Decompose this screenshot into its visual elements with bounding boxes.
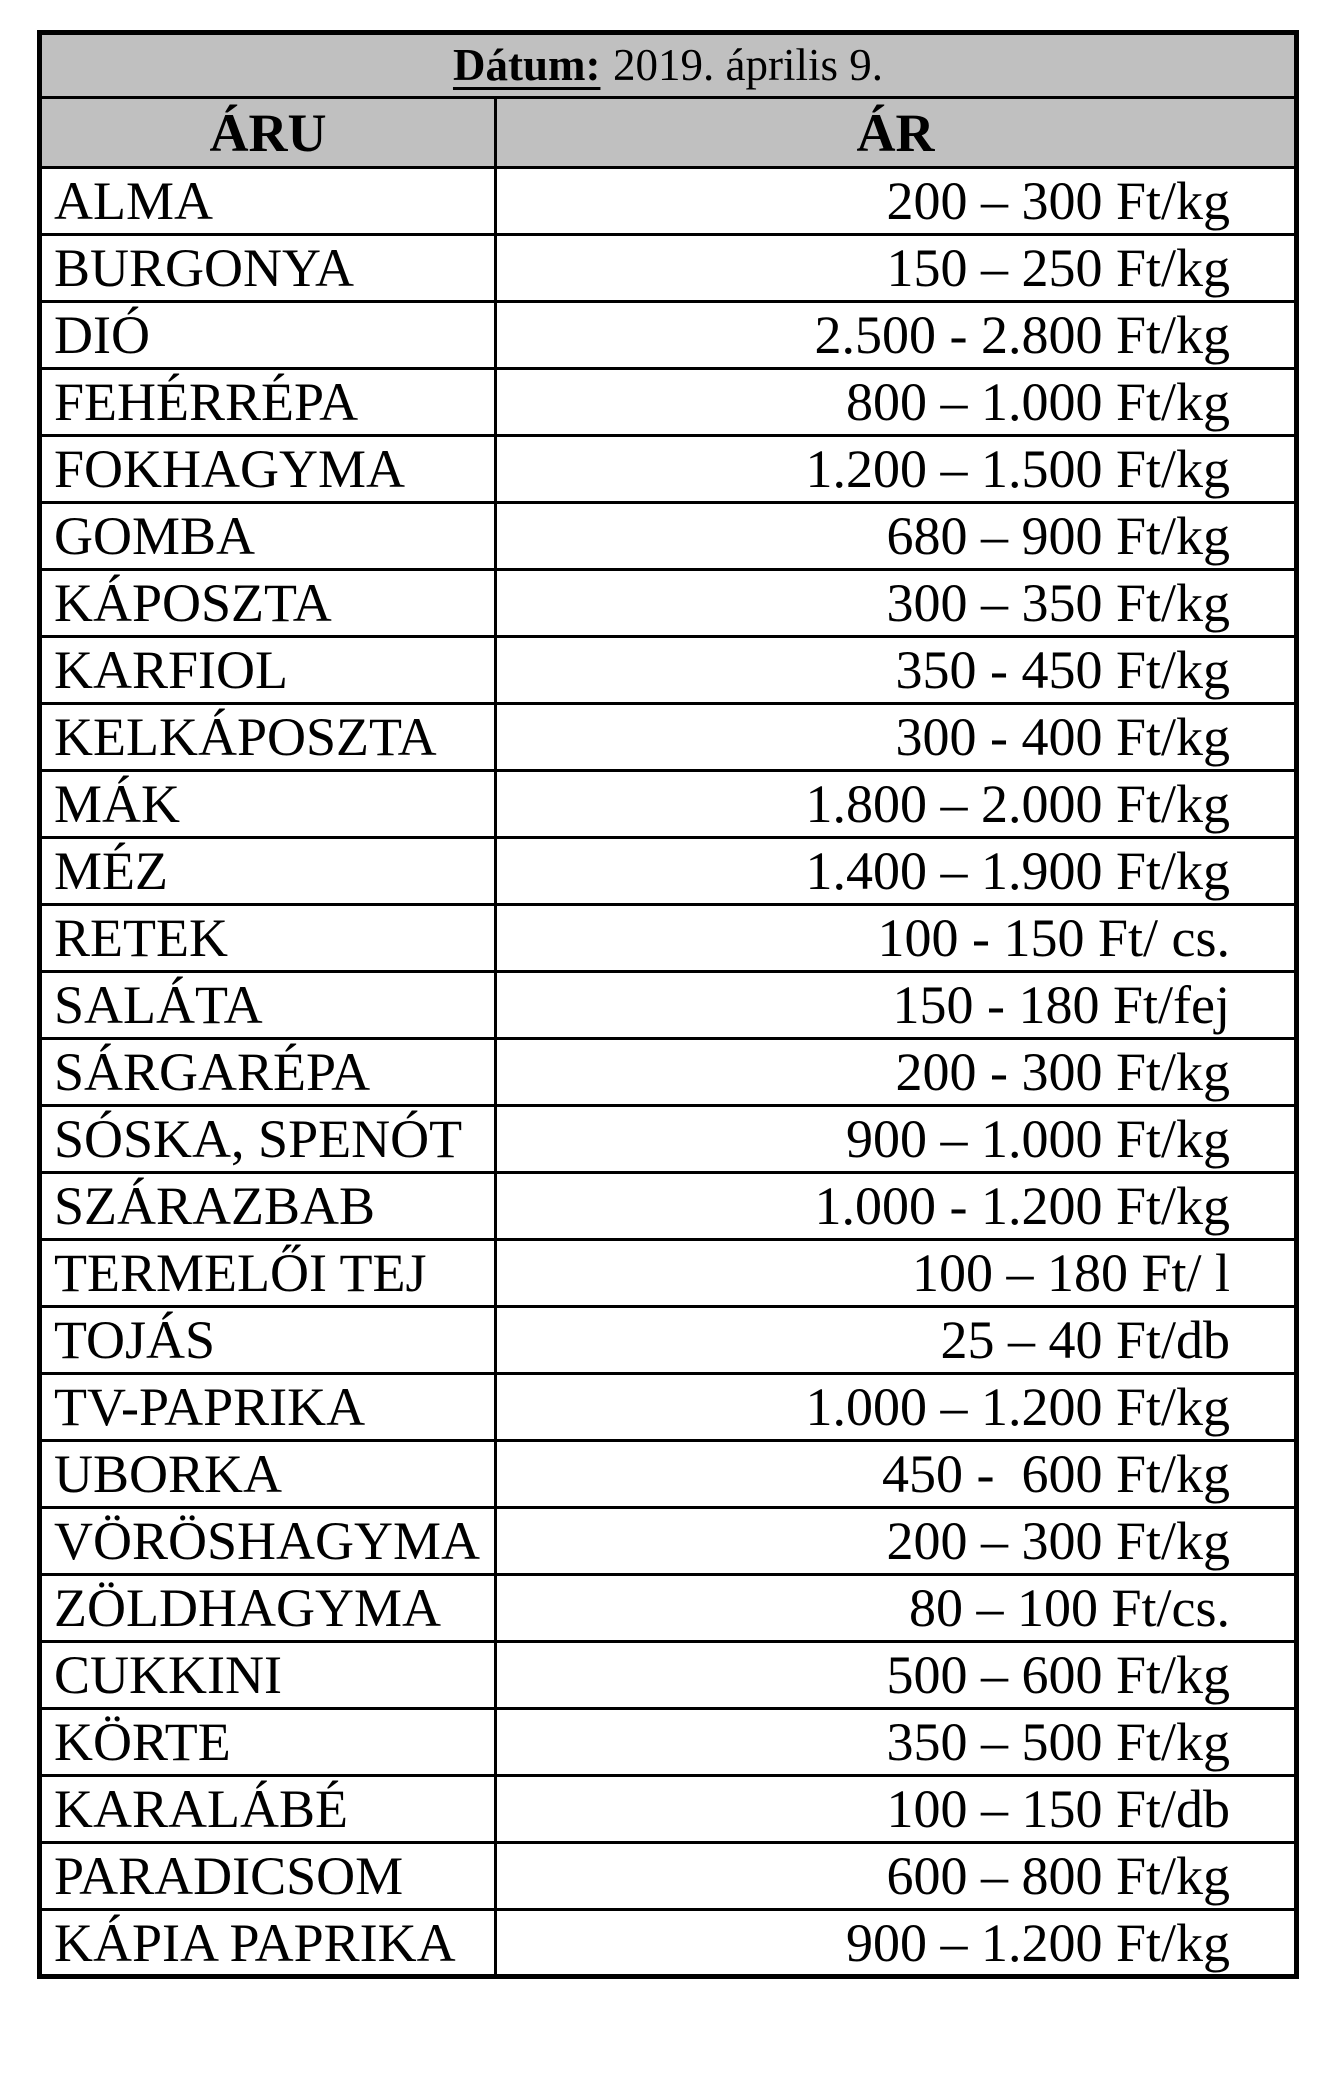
price-cell: 200 – 300 Ft/kg xyxy=(496,168,1297,235)
price-cell: 80 – 100 Ft/cs. xyxy=(496,1575,1297,1642)
table-row xyxy=(40,771,1297,838)
table-row xyxy=(40,1709,1297,1776)
price-cell: 200 – 300 Ft/kg xyxy=(496,1508,1297,1575)
table-row xyxy=(40,1106,1297,1173)
item-cell: SZÁRAZBAB xyxy=(40,1173,496,1240)
price-cell: 300 – 350 Ft/kg xyxy=(496,570,1297,637)
item-cell: TV-PAPRIKA xyxy=(40,1374,496,1441)
table-row xyxy=(40,503,1297,570)
table-row xyxy=(40,1508,1297,1575)
table-row xyxy=(40,168,1297,235)
date-label: Dátum: xyxy=(452,40,601,90)
date-header-cell xyxy=(40,33,1297,98)
date-row xyxy=(40,33,1297,98)
item-cell: VÖRÖSHAGYMA xyxy=(40,1508,496,1575)
price-table xyxy=(37,30,1299,1979)
table-row xyxy=(40,704,1297,771)
table-row xyxy=(40,1374,1297,1441)
item-cell: MÉZ xyxy=(40,838,496,905)
item-cell: ZÖLDHAGYMA xyxy=(40,1575,496,1642)
table-row xyxy=(40,570,1297,637)
table-row xyxy=(40,1307,1297,1374)
price-cell: 1.400 – 1.900 Ft/kg xyxy=(496,838,1297,905)
table-row xyxy=(40,369,1297,436)
price-cell: 600 – 800 Ft/kg xyxy=(496,1843,1297,1910)
item-cell: FEHÉRRÉPA xyxy=(40,369,496,436)
item-cell: UBORKA xyxy=(40,1441,496,1508)
price-cell: 300 - 400 Ft/kg xyxy=(496,704,1297,771)
price-cell: 800 – 1.000 Ft/kg xyxy=(496,369,1297,436)
item-cell: SÓSKA, SPENÓT xyxy=(40,1106,496,1173)
price-cell: 200 - 300 Ft/kg xyxy=(496,1039,1297,1106)
col-header-item: ÁRU xyxy=(40,98,496,168)
item-cell: SÁRGARÉPA xyxy=(40,1039,496,1106)
table-body xyxy=(40,168,1297,1977)
price-cell: 900 – 1.000 Ft/kg xyxy=(496,1106,1297,1173)
table-row xyxy=(40,235,1297,302)
price-cell: 1.000 - 1.200 Ft/kg xyxy=(496,1173,1297,1240)
item-cell: SALÁTA xyxy=(40,972,496,1039)
table-row xyxy=(40,972,1297,1039)
item-cell: BURGONYA xyxy=(40,235,496,302)
item-cell: RETEK xyxy=(40,905,496,972)
price-cell: 450 - 600 Ft/kg xyxy=(496,1441,1297,1508)
item-cell: KÁPIA PAPRIKA xyxy=(40,1910,496,1977)
item-cell: PARADICSOM xyxy=(40,1843,496,1910)
item-cell: KÁPOSZTA xyxy=(40,570,496,637)
table-row xyxy=(40,905,1297,972)
col-header-price: ÁR xyxy=(496,98,1297,168)
table-row xyxy=(40,838,1297,905)
table-row xyxy=(40,302,1297,369)
price-cell: 25 – 40 Ft/db xyxy=(496,1307,1297,1374)
table-row xyxy=(40,1039,1297,1106)
price-cell: 900 – 1.200 Ft/kg xyxy=(496,1910,1297,1977)
table-row xyxy=(40,1575,1297,1642)
item-cell: KARFIOL xyxy=(40,637,496,704)
item-cell: ALMA xyxy=(40,168,496,235)
price-cell: 350 – 500 Ft/kg xyxy=(496,1709,1297,1776)
item-cell: MÁK xyxy=(40,771,496,838)
price-cell: 350 - 450 Ft/kg xyxy=(496,637,1297,704)
price-cell: 1.200 – 1.500 Ft/kg xyxy=(496,436,1297,503)
price-cell: 1.000 – 1.200 Ft/kg xyxy=(496,1374,1297,1441)
price-cell: 100 - 150 Ft/ cs. xyxy=(496,905,1297,972)
price-cell: 2.500 - 2.800 Ft/kg xyxy=(496,302,1297,369)
price-cell: 1.800 – 2.000 Ft/kg xyxy=(496,771,1297,838)
item-cell: KELKÁPOSZTA xyxy=(40,704,496,771)
price-cell: 150 - 180 Ft/fej xyxy=(496,972,1297,1039)
table-row xyxy=(40,1441,1297,1508)
date-value: 2019. április 9. xyxy=(613,40,884,90)
price-cell: 100 – 150 Ft/db xyxy=(496,1776,1297,1843)
table-row xyxy=(40,1910,1297,1977)
table-row xyxy=(40,1173,1297,1240)
item-cell: TOJÁS xyxy=(40,1307,496,1374)
item-cell: CUKKINI xyxy=(40,1642,496,1709)
price-cell: 100 – 180 Ft/ l xyxy=(496,1240,1297,1307)
item-cell: KÖRTE xyxy=(40,1709,496,1776)
table-row xyxy=(40,436,1297,503)
table-row xyxy=(40,1240,1297,1307)
price-cell: 500 – 600 Ft/kg xyxy=(496,1642,1297,1709)
item-cell: DIÓ xyxy=(40,302,496,369)
price-cell: 680 – 900 Ft/kg xyxy=(496,503,1297,570)
item-cell: GOMBA xyxy=(40,503,496,570)
item-cell: TERMELŐI TEJ xyxy=(40,1240,496,1307)
table-row xyxy=(40,1776,1297,1843)
item-cell: KARALÁBÉ xyxy=(40,1776,496,1843)
item-cell: FOKHAGYMA xyxy=(40,436,496,503)
price-cell: 150 – 250 Ft/kg xyxy=(496,235,1297,302)
table-row xyxy=(40,1642,1297,1709)
table-row xyxy=(40,637,1297,704)
table-row xyxy=(40,1843,1297,1910)
column-header-row xyxy=(40,98,1297,168)
